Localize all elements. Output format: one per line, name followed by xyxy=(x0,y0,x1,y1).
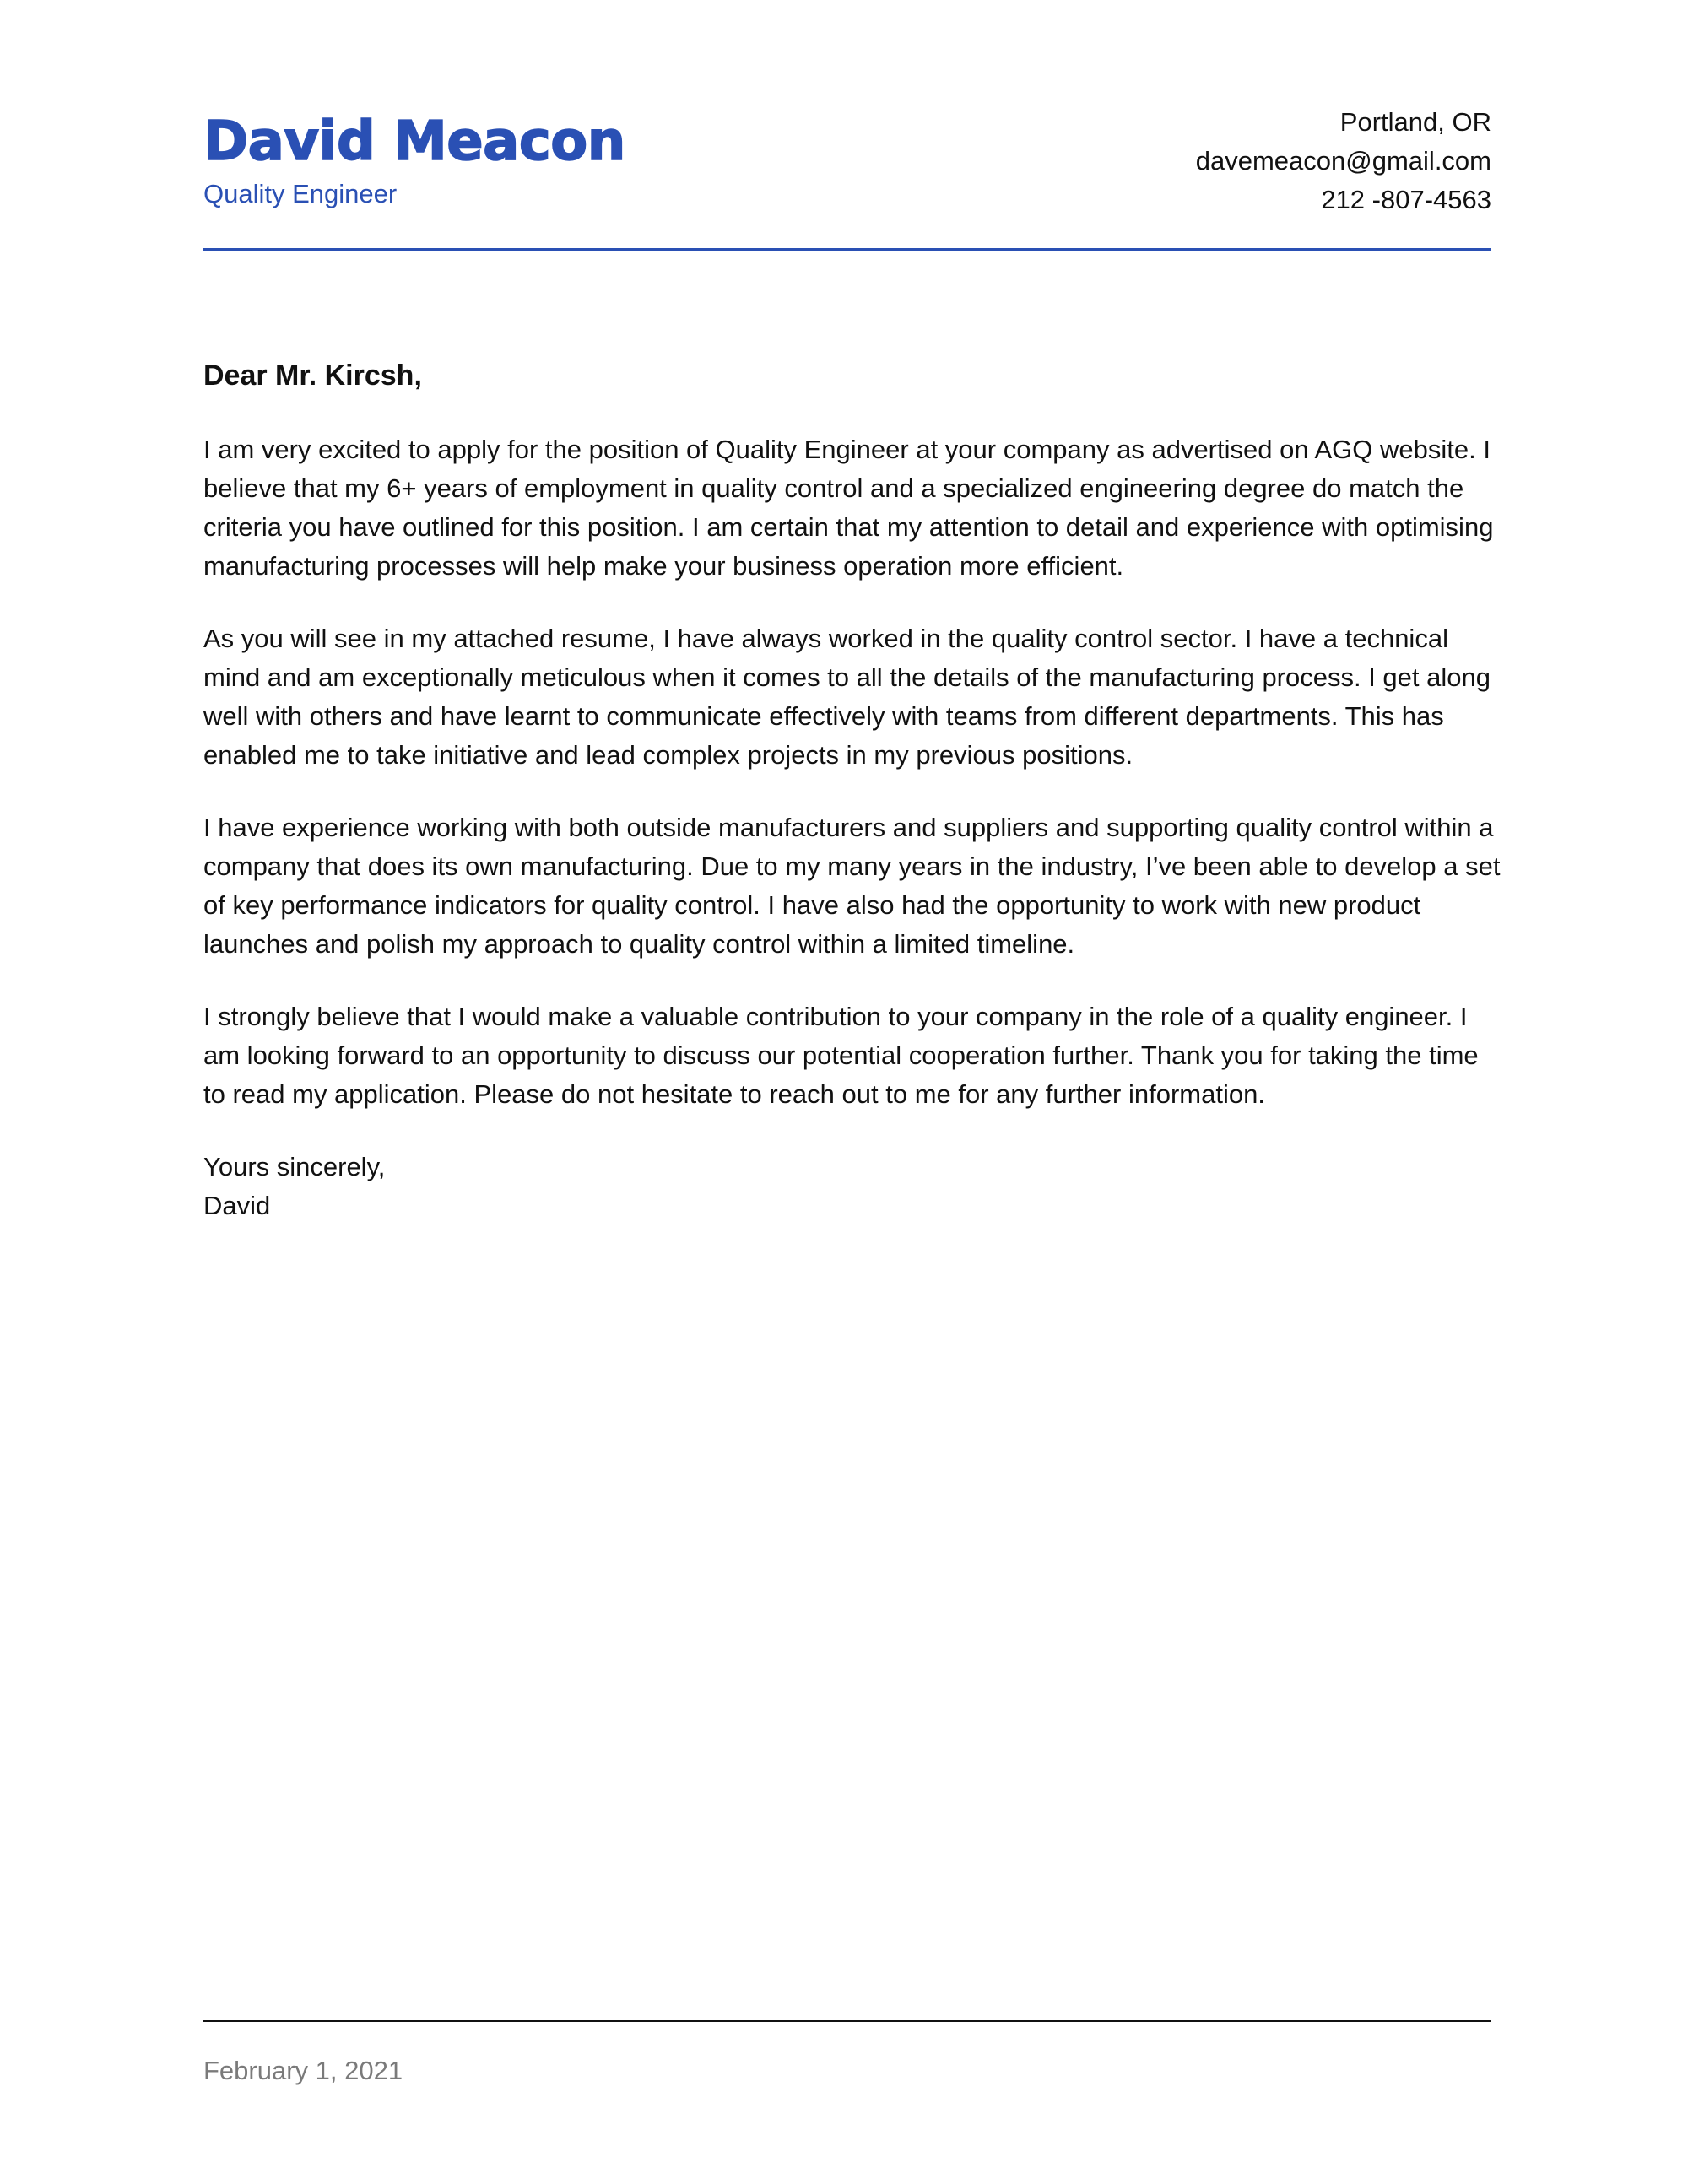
header-divider xyxy=(203,248,1491,251)
footer-divider xyxy=(203,2020,1491,2022)
body-paragraph-4: I strongly believe that I would make a valuable contribution to your company in the role of a quality engineer. I am looking forward to an opportunity to discuss our potential cooperation further. Thank you for taking the time to read my application. Please do not hesitate to reach out to me for any further information. xyxy=(203,1002,1479,1109)
contact-block xyxy=(1196,103,1491,219)
letter-header xyxy=(203,101,1491,253)
salutation: Dear Mr. Kircsh, xyxy=(203,359,422,392)
closing-block xyxy=(203,1148,1503,1225)
contact-phone: 212 -807-4563 xyxy=(1321,185,1491,214)
body-paragraph-2: As you will see in my attached resume, I have always worked in the quality control sector. I have a technical mind and am exceptionally meticulous when it comes to all the details of the manufacturing process. I get along well with others and have learnt to communicate effectively with teams from different departments. This has enabled me to take initiative and lead complex projects in my previous positions. xyxy=(203,624,1491,770)
contact-email: davemeacon@gmail.com xyxy=(1195,146,1491,176)
body-paragraph-3: I have experience working with both outside manufacturers and suppliers and supporting quality control within a company that does its own manufacturing. Due to my many years in the industry, I’ve been able to develop a set of key performance indicators for quality control. I have also had the opportunity to work with new product launches and polish my approach to quality control within a limited timeline. xyxy=(203,813,1501,959)
applicant-name: David Meacon xyxy=(203,111,625,173)
cover-letter-page xyxy=(203,0,1501,2184)
body-paragraph-1: I am very excited to apply for the position of Quality Engineer at your company as advertised on AGQ website. I believe that my 6+ years of employment in quality control and a specialized engineering degree do match the criteria you have outlined for this position. I am certain that my attention to detail and experience with optimising manufacturing processes will help make your business operation more efficient. xyxy=(203,435,1494,581)
letter-date: February 1, 2021 xyxy=(203,2056,403,2085)
closing-phrase: Yours sincerely, xyxy=(203,1152,386,1181)
contact-location: Portland, OR xyxy=(1339,107,1491,137)
letter-body xyxy=(203,354,1503,1225)
applicant-role: Quality Engineer xyxy=(203,179,398,208)
signature-name: David xyxy=(203,1191,271,1220)
